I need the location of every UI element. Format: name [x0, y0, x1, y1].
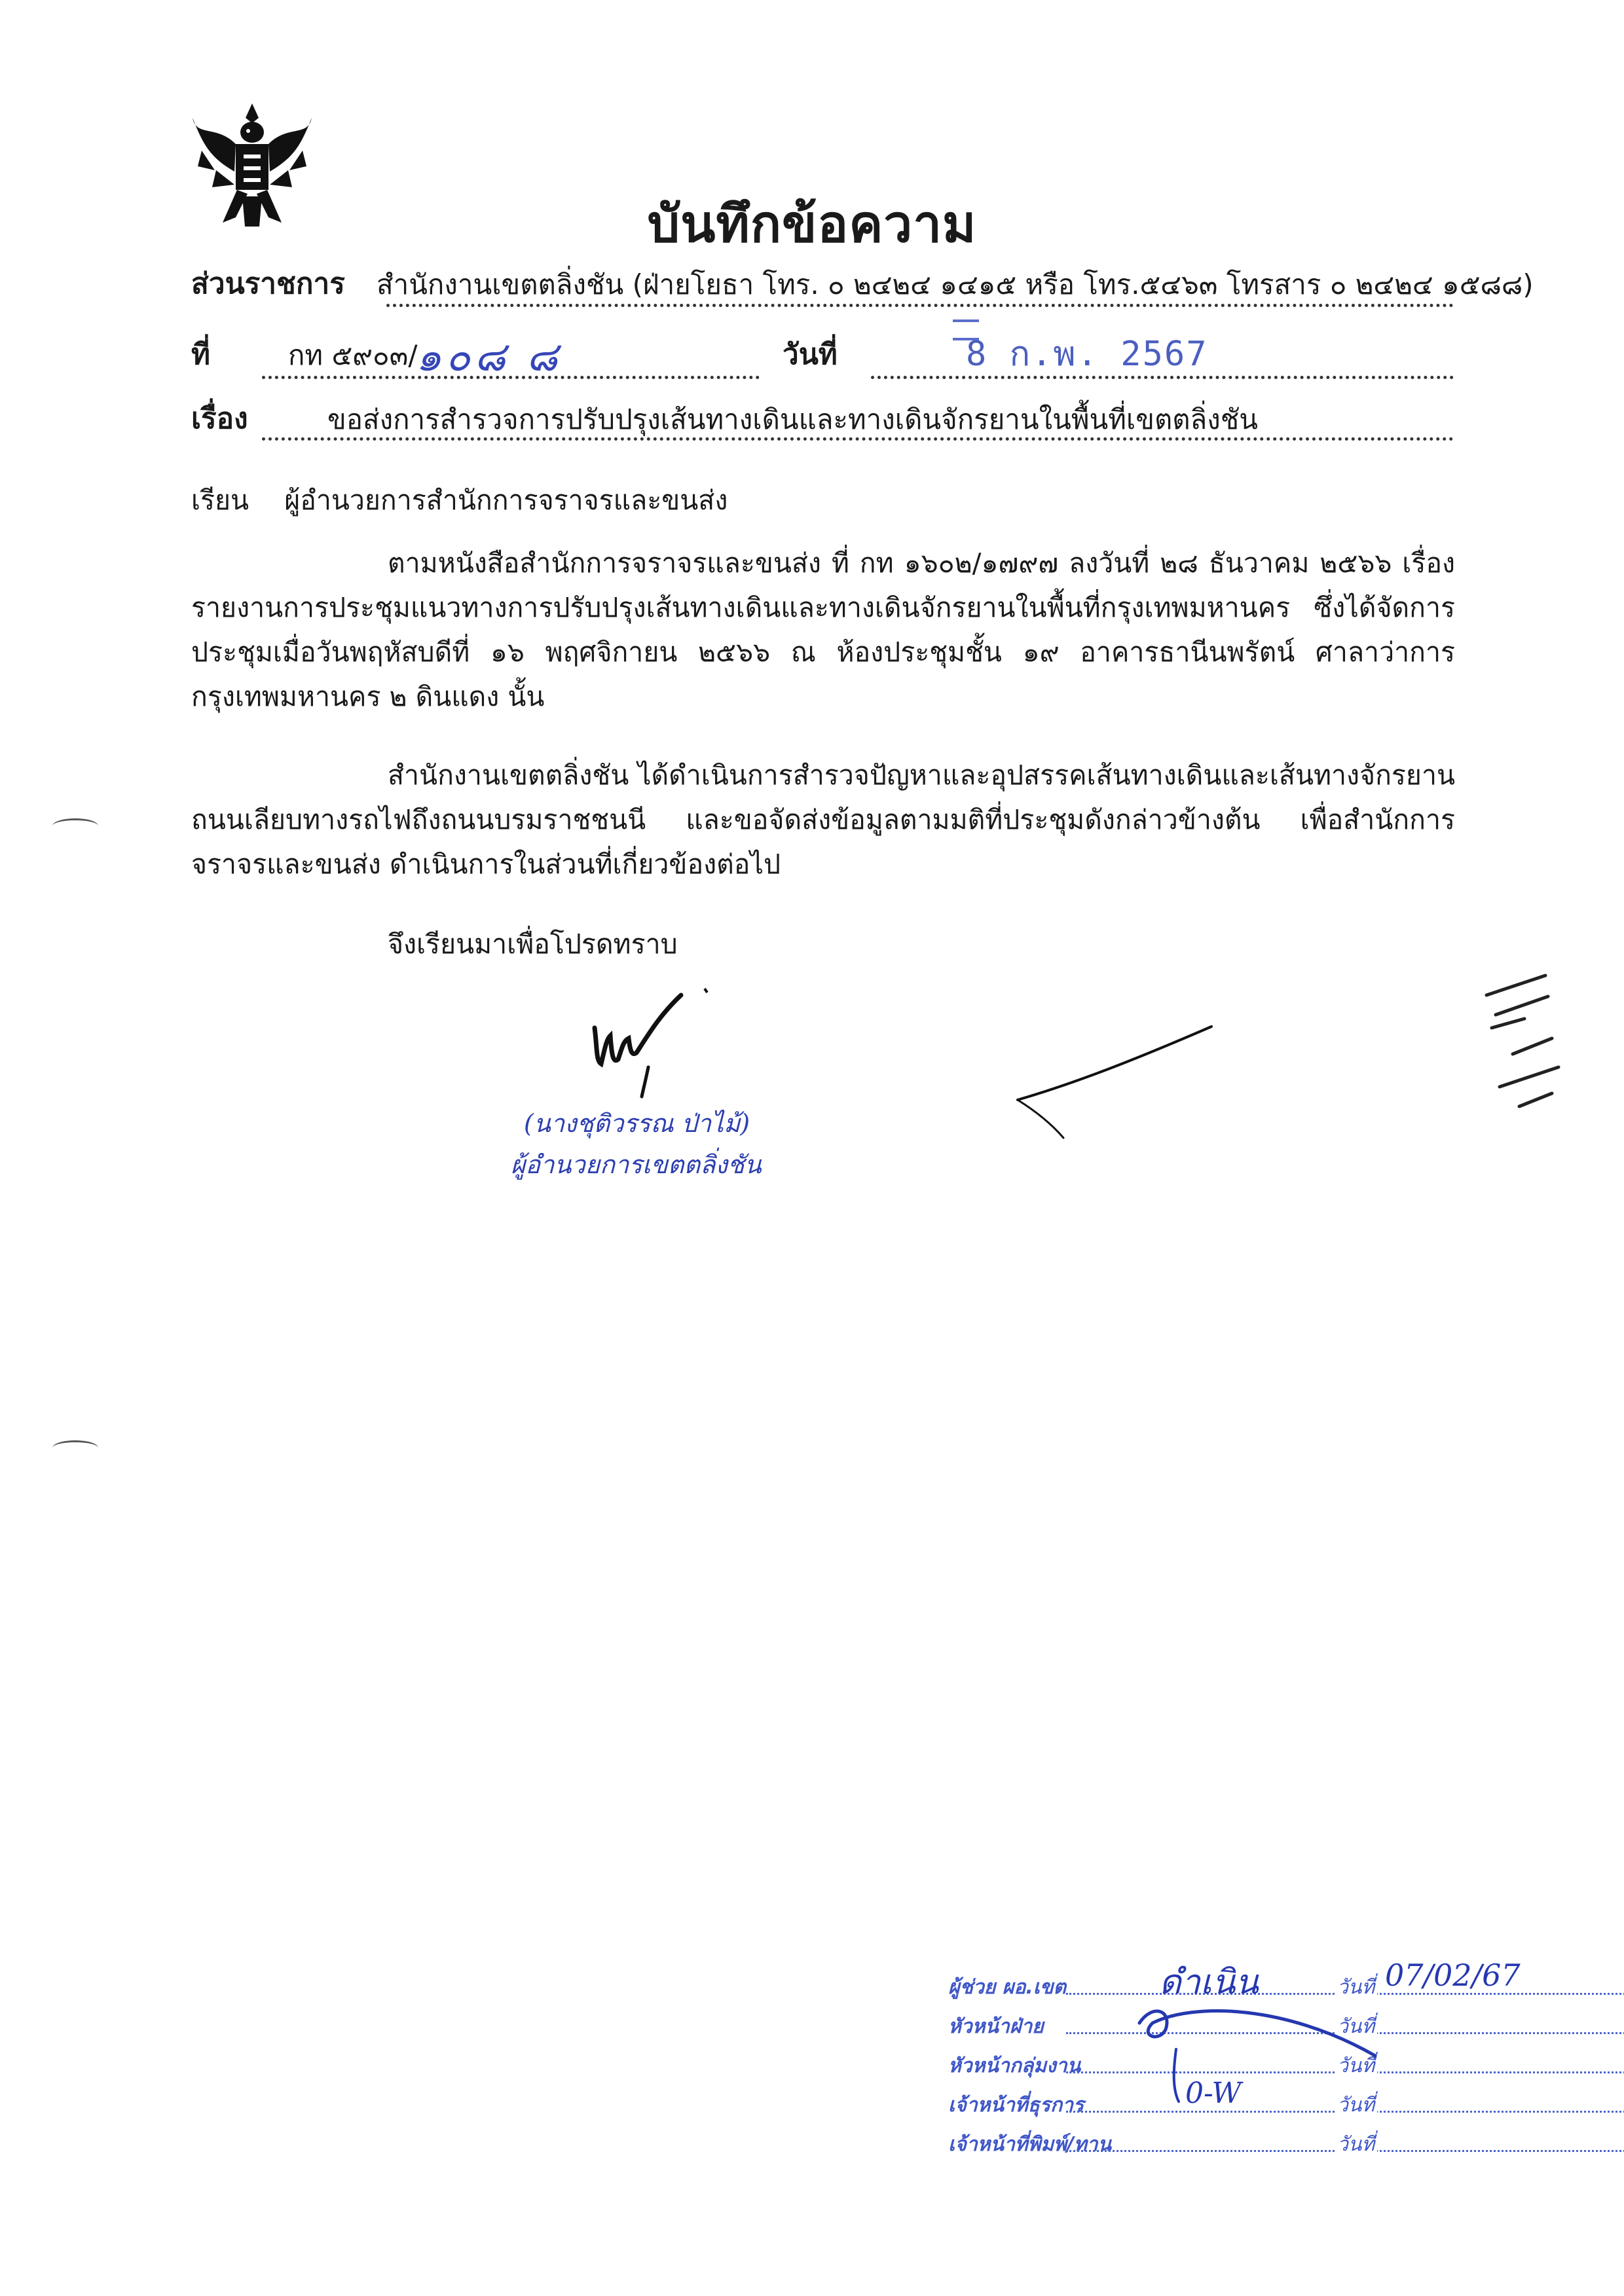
agency-value: สำนักงานเขตตลิ่งชัน (ฝ่ายโยธา โทร. ๐ ๒๔๒๔ ๑๔๑๕ หรือ โทร.๕๔๖๓ โทรสาร ๐ ๒๔๒๔ ๑๕๘๘) — [377, 268, 1534, 301]
subject-label: เรื่อง — [191, 402, 248, 435]
punch-hole-mark-1 — [52, 818, 98, 833]
ref-value: กท ๕๙๐๓/ — [288, 339, 418, 371]
stamp-row-date-label: วันที่ — [1335, 2129, 1377, 2160]
stamp-row-label: หัวหน้าฝ่าย — [948, 2015, 1044, 2038]
stamp-row-dots — [1066, 2150, 1624, 2152]
body-paragraph-2: สำนักงานเขตตลิ่งชัน ได้ดำเนินการสำรวจปัญหาและอุปสรรคเส้นทางเดินและเส้นทางจักรยาน ถนนเลียบทางรถไฟถึงถนนบรมราชชนนี และขอจัดส่งข้อมูลตามมติที่ประชุมดังกล่าวข้างต้น เพื่อสำนักการจราจรและขนส่ง ดำเนินการในส่วนที่เกี่ยวข้องต่อไป — [191, 759, 1455, 880]
stamp-row-label: เจ้าหน้าที่พิมพ์/ทาน — [948, 2133, 1111, 2156]
handwritten-signature — [583, 975, 740, 1106]
memo-title: บันทึกข้อความ — [647, 195, 977, 254]
stamp-row-dots — [1066, 2111, 1624, 2113]
stamp-row-date-label: วันที่ — [1335, 1972, 1377, 2003]
stamp-handwritten-date: 07/02/67 — [1385, 1958, 1521, 1993]
ref-handwritten-number: ๑๐๘ ๘ — [416, 333, 562, 380]
ref-dotted-line — [262, 376, 760, 379]
punch-hole-mark-2 — [52, 1440, 98, 1455]
closing-line: จึงเรียนมาเพื่อโปรดทราบ — [388, 928, 678, 960]
stamp-pen-scribble — [1113, 1977, 1388, 2108]
subject-value: ขอส่งการสำรวจการปรับปรุงเส้นทางเดินและทางเดินจักรยานในพื้นที่เขตตลิ่งชัน — [327, 403, 1258, 435]
ref-label: ที่ — [191, 338, 211, 371]
agency-label: ส่วนราชการ — [191, 267, 345, 301]
date-dotted-line — [871, 376, 1454, 379]
date-value: 8 ก.พ. 2567 — [966, 335, 1208, 374]
signatory-name: (นางชุติวรรณ ป่าไม้) — [524, 1109, 750, 1138]
date-label: วันที่ — [783, 338, 838, 371]
scan-smudge-right — [1473, 956, 1565, 1126]
stamp-row-label: หัวหน้ากลุ่มงาน — [948, 2054, 1081, 2077]
stamp-row-date-label: วันที่ — [1335, 2011, 1377, 2042]
stray-pen-mark — [1015, 1021, 1225, 1146]
stamp-row-label: ผู้ช่วย ผอ.เขต — [948, 1976, 1067, 1999]
body-paragraph-1: ตามหนังสือสำนักการจราจรและขนส่ง ที่ กท ๑๖๐๒/๑๗๙๗ ลงวันที่ ๒๘ ธันวาคม ๒๕๖๖ เรื่องรายงานการประชุมแนวทางการปรับปรุงเส้นทางเดินและทางเดินจักรยานในพื้นที่กรุงเทพมหานคร ซึ่งได้จัดการประชุมเมื่อวันพฤหัสบดีที่ ๑๖ พฤศจิกายน ๒๕๖๖ ณ ห้องประชุมชั้น ๑๙ อาคารธานีนพรัตน์ ศาลาว่าการกรุงเทพมหานคร ๒ ดินแดง นั้น — [191, 547, 1455, 712]
stamp-handwritten-note: ดำเนิน — [1159, 1963, 1259, 2002]
salutation-label: เรียน — [191, 484, 249, 516]
agency-dotted-line — [386, 304, 1454, 307]
salutation — [191, 478, 728, 522]
salutation-value: ผู้อำนวยการสำนักการจราจรและขนส่ง — [284, 484, 728, 516]
signatory-position: ผู้อำนวยการเขตตลิ่งชัน — [511, 1150, 762, 1179]
stamp-row-date-label: วันที่ — [1335, 2090, 1377, 2121]
stamp-row-typist — [948, 2123, 1538, 2160]
stamp-row-date-label: วันที่ — [1335, 2050, 1377, 2081]
stamp-row-label: เจ้าหน้าที่ธุรการ — [948, 2094, 1084, 2117]
stamp-handwritten-initial: 0-W — [1185, 2077, 1242, 2110]
subject-dotted-line — [262, 437, 1454, 441]
